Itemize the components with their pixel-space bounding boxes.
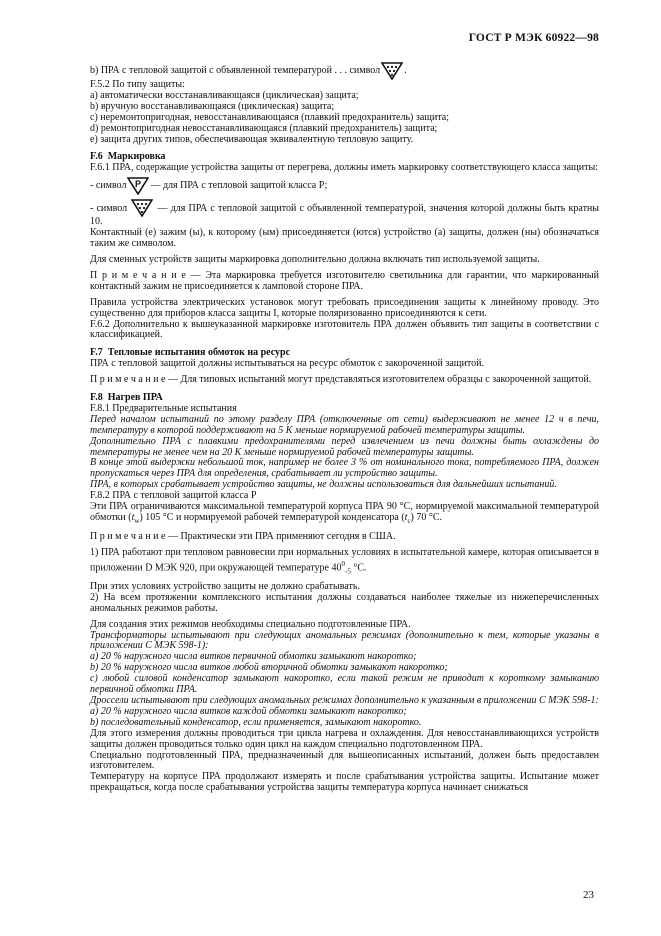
paragraph: ПРА с тепловой защитой должны испытываться на ресурс обмоток с закороченной защитой. [90, 358, 484, 370]
symbol-p-line: - символ P — для ПРА с тепловой защитой класса Р; [90, 177, 599, 195]
list-item: d) ремонтопригодная невосстанавливающаяся (плавкий предохранитель) защита; [90, 122, 438, 134]
clause-f61: F.6.1 ПРА, содержащие устройства защиты от перегрева, должны иметь маркировку соответствующего класса защиты: [90, 162, 598, 174]
page-number: 23 [583, 889, 594, 901]
paragraph: 2) На всем протяжении комплексного испытания должны создаваться наиболее тяжелые из нижеперечисленных аномальных режимов работы. [90, 591, 599, 614]
note: П р и м е ч а н и е — Эта маркировка требуется изготовителю светильника для гарантии, что маркированный контактный зажим не присоединяется к ламповой стороне ПРА. [90, 269, 600, 292]
section-heading-f8: F.8 Нагрев ПРА [90, 392, 163, 404]
paragraph: Для сменных устройств защиты маркировка дополнительно должна включать тип используемой защиты. [90, 253, 540, 265]
declared-temperature-symbol-icon [381, 62, 403, 80]
list-item: b) ПРА с тепловой защитой с объявленной температурой . . . символ [90, 64, 381, 76]
paragraph: Контактный (е) зажим (ы), к которому (ым) присоединяется (ются) устройство (а) защиты, должен (ны) обозначаться таким же символом. [90, 227, 599, 250]
paragraph: Для создания этих режимов необходимы специально подготовленные ПРА. [90, 618, 411, 630]
paragraph: Правила устройства электрических установок могут требовать присоединения защиты к линейному проводу. Это существенно для приборов класса защиты I, которые поляризованно присоединяются к сети. [90, 296, 599, 319]
paragraph: Перед началом испытаний по этому разделу ПРА (отключенные от сети) выдерживают не менее 12 ч в печи, температуру в которой поддерживают на 5 К меньше нормируемой рабочей температуры защиты. [90, 413, 599, 436]
list-item: a) 20 % наружного числа витков первичной обмотки замыкают накоротко; [90, 651, 417, 663]
list-b-top: b) ПРА с тепловой защитой с объявленной температурой . . . символ . [90, 62, 599, 80]
clause-f81: F.8.1 Предварительные испытания [90, 402, 237, 414]
list-item: e) защита других типов, обеспечивающая эквивалентную тепловую защиту. [90, 133, 414, 145]
note: П р и м е ч а н и е — Для типовых испытаний могут представляться изготовителем образцы с закороченной защитой. [90, 374, 592, 386]
list-item: c) любой силовой конденсатор замыкают накоротко, если такой режим не приводит к короткому замыканию первичной обмотки ПРА. [90, 673, 599, 696]
list-item: b) последовательный конденсатор, если применяется, замыкают накоротко. [90, 716, 422, 728]
paragraph: Дополнительно ПРА с плавкими предохранителями перед извлечением из печи должны быть охлаждены до температуры не менее чем на 20 К меньше нормируемой рабочей температуры защиты. [90, 435, 599, 458]
clause-f82: F.8.2 ПРА с тепловой защитой класса Р [90, 490, 257, 502]
svg-text:P: P [135, 179, 142, 190]
list-item: b) вручную восстанавливающаяся (циклическая) защита; [90, 100, 335, 112]
note: П р и м е ч а н и е — Практически эти ПРА применяют сегодня в США. [90, 530, 396, 542]
paragraph: ПРА, в которых срабатывает устройство защиты, не должны использоваться для дальнейших испытаний. [90, 479, 557, 491]
paragraph: При этих условиях устройство защиты не должно срабатывать. [90, 580, 360, 592]
list-item: b) 20 % наружного числа витков любой вторичной обмотки замыкают накоротко; [90, 662, 448, 674]
paragraph: Эти ПРА ограничиваются максимальной температурой корпуса ПРА 90 °С, нормируемой максимальной температурой обмотки $(t_w)$ 105 °С и нормируемой рабочей температурой конденсатора $(t_c)$ 70 °С. [90, 501, 599, 525]
paragraph: Температуру на корпусе ПРА продолжают измерять и после срабатывания устройства защиты. Испытание может прекращаться, когда после срабатывания устройства защиты температура корпуса начинает снижаться [90, 771, 599, 794]
clause-f62: F.6.2 Дополнительно к вышеуказанной маркировке изготовитель ПРА должен объявить тип защиты в соответствии с классификацией. [90, 318, 599, 341]
class-p-symbol-icon [127, 177, 149, 195]
paragraph: Специально подготовленный ПРА, предназначенный для вышеописанных испытаний, должен быть предоставлен изготовителем. [90, 749, 599, 772]
running-header: ГОСТ Р МЭК 60922—98 [468, 32, 599, 44]
paragraph: 1) ПРА работают при тепловом равновесии при нормальных условиях в испытательной камере, которая описывается в приложении D МЭК 920, при окружающей температуре $40^0_{-5}$ °С. [90, 546, 599, 576]
section-heading-f6: F.6 Маркировка [90, 151, 166, 163]
clause-f52: F.5.2 По типу защиты: [90, 79, 185, 90]
list-item: a) автоматически восстанавливающаяся (циклическая) защита; [90, 89, 359, 101]
paragraph: Трансформаторы испытывают при следующих аномальных режимах (дополнительно к тем, которые указаны в приложении С МЭК 598-1): [90, 629, 599, 652]
list-item: a) 20 % наружного числа витков каждой обмотки замыкают накоротко; [90, 705, 407, 717]
section-heading-f7: F.7 Тепловые испытания обмоток на ресурс [90, 347, 291, 359]
paragraph: Дроссели испытывают при следующих аномальных режимах дополнительно к указанным в приложении С МЭК 598-1: [90, 695, 599, 707]
paragraph: Для этого измерения должны проводиться три цикла нагрева и охлаждения. Для невосстанавливающихся устройств защиты должен проводиться только один цикл на каждом специально подготовленном ПРА. [90, 727, 599, 750]
list-item: c) неремонтопригодная, невосстанавливающаяся (плавкий предохранитель) защита; [90, 111, 450, 123]
paragraph: В конце этой выдержки небольшой ток, например не более 3 % от номинального тока, потребляемого ПРА, должен пропускаться через ПРА для определения, срабатывает ли устройство защиты. [90, 457, 599, 480]
declared-temperature-symbol-icon [131, 199, 153, 217]
symbol-t-line: - символ — для ПРА с тепловой защитой с объявленной температурой, значения которой должны быть кратны 10. [90, 199, 599, 228]
